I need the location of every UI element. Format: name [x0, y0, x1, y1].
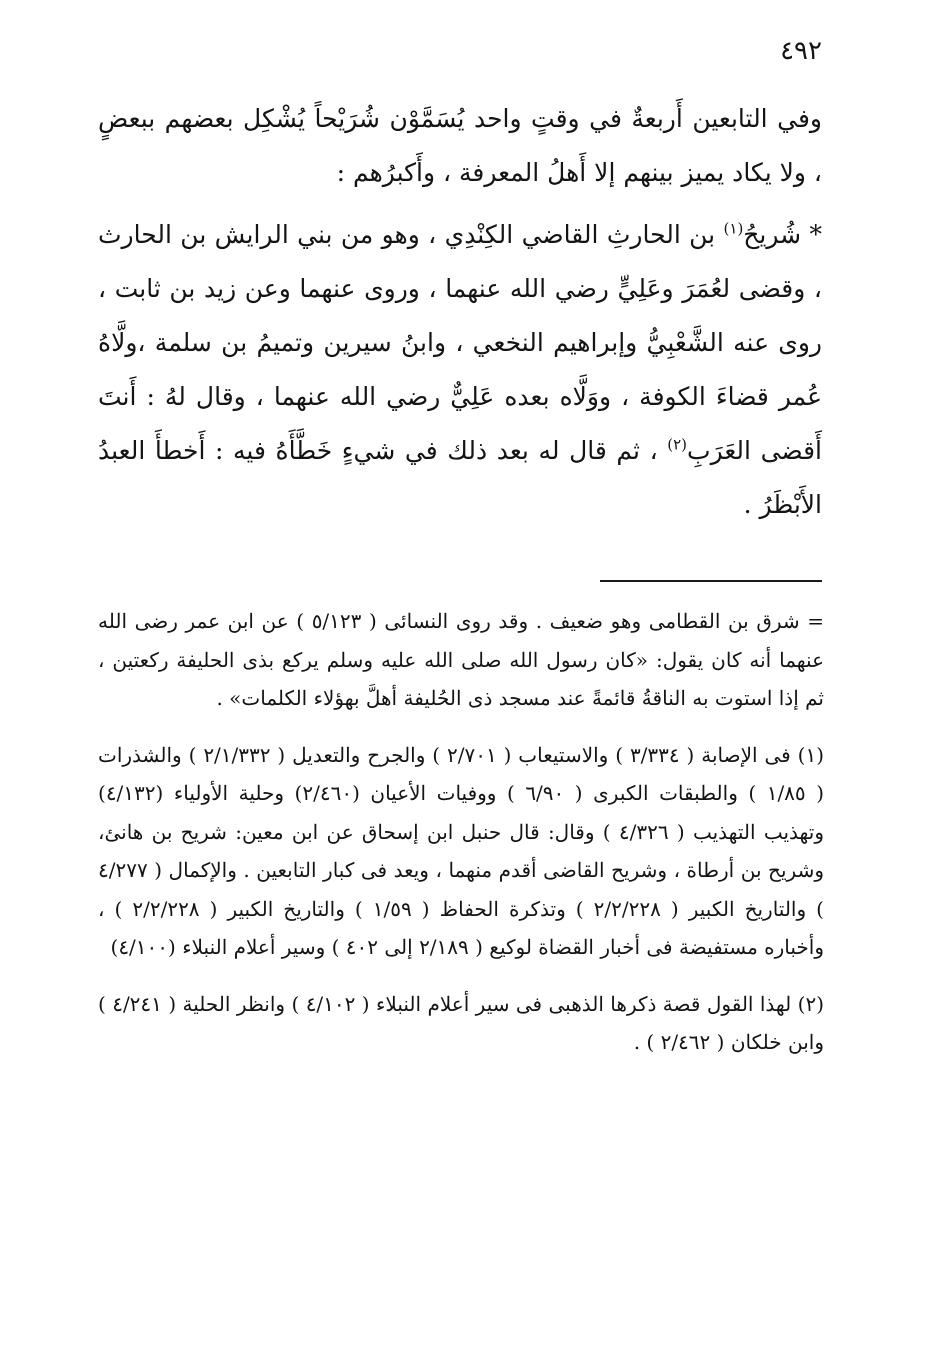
entry-tail: ، ثم قال له بعد ذلك في شيءٍ خَطَّأَهُ فيه : أَخطأَ العبدُ الأَبْظَرُ . [98, 436, 822, 519]
entry-body: بن الحارثِ القاضي الكِنْدِي ، وهو من بني الرايش بن الحارث ، وقضى لعُمَرَ وعَلِيٍّ رضي الله عنهما ، وروى عنهما وعن زيد بن ثابت ، روى عنه الشَّعْبِيُّ وإبراهيم النخعي ، وابنُ سيرين وتميمُ بن سلمة ،ولَّاهُ عُمر قضاءَ الكوفة ، ووَلَّاه بعده عَلِيٌّ رضي الله عنهما ، وقال لهُ : أَنتَ أَقضى العَرَبِ [98, 220, 822, 465]
footnote-marker-2: (٢) [667, 435, 688, 454]
footnotes [98, 602, 824, 1062]
footnote-divider [600, 580, 822, 582]
entry-heading: * شُريحُ [743, 220, 823, 249]
footnote-marker-1: (١) [723, 219, 744, 238]
footnote-1 [98, 736, 824, 967]
footnote-1-text: (١) فى الإصابة ( ٣/٣٣٤ ) والاستيعاب ( ٢/٧٠١ ) والجرح والتعديل ( ٢/١/٣٣٢ ) والشذرات ( ١/٨٥ ) والطبقات الكبرى ( ٦/٩٠ ) ووفيات الأعيان (٢/٤٦٠) وحلية الأولياء (٤/١٣٢) وتهذيب التهذيب ( ٤/٣٢٦ ) وقال: قال حنبل ابن إسحاق عن ابن معين: شريح بن هانئ، وشريح بن أرطاة ، وشريح القاضى أقدم منهما ، ويعد فى كبار التابعين . والإكمال ( ٤/٢٧٧ ) والتاريخ الكبير ( ٢/٢/٢٢٨ ) وتذكرة الحفاظ ( ١/٥٩ ) والتاريخ الكبير ( ٢/٢/٢٢٨ ) ، وأخباره مستفيضة فى أخبار القضاة لوكيع ( ٢/١٨٩ إلى ٤٠٢ ) وسير أعلام النبلاء (٤/١٠٠) [98, 742, 824, 959]
paragraph-shurayh-biography [98, 208, 822, 532]
paragraph-tabiin-intro: وفي التابعين أَربعةٌ في وقتٍ واحد يُسَمَّوْن شُرَيْحاً يُشْكِل بعضهم ببعضٍ ، ولا يكاد يميز بينهم إلا أَهلُ المعرفة ، وأَكبرُهم : [98, 104, 822, 187]
page-number: ٤٩٢ [780, 36, 822, 66]
main-text [98, 92, 822, 532]
footnote-2-text: (٢) لهذا القول قصة ذكرها الذهبى فى سير أعلام النبلاء ( ٤/١٠٢ ) وانظر الحلية ( ٤/٢٤١ ) وابن خلكان ( ٢/٤٦٢ ) . [98, 991, 824, 1054]
footnote-continuation-text: = شرق بن القطامى وهو ضعيف . وقد روى النسائى ( ٥/١٢٣ ) عن ابن عمر رضى الله عنهما أنه كان يقول: «كان رسول الله صلى الله عليه وسلم يركع بذى الحليفة ركعتين ، ثم إذا استوت به الناقةُ قائمةً عند مسجد ذى الحُليفة أهلَّ بهؤلاء الكلمات» . [98, 609, 824, 710]
footnote-2 [98, 985, 824, 1062]
footnote-continuation [98, 602, 824, 718]
